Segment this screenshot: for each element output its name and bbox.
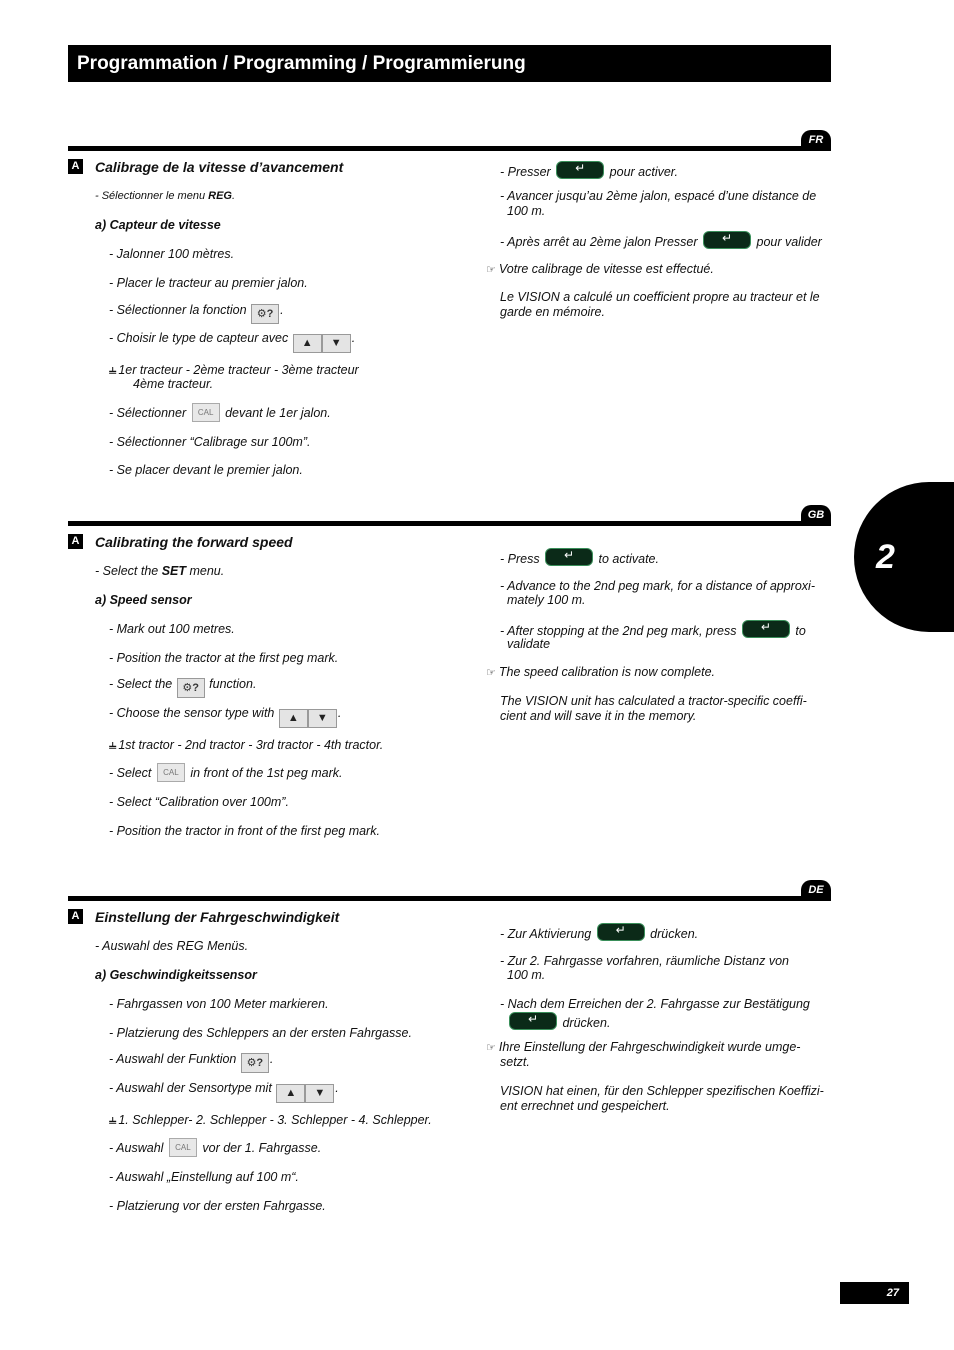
- up-down-arrows-icon: ▲ ▼: [279, 709, 337, 728]
- gb-right-3: - After stopping at the 2nd peg mark, press ↵ to: [500, 620, 806, 639]
- de-right-3: - Nach dem Erreichen der 2. Fahrgasse zur Bestätigung: [500, 997, 810, 1011]
- gb-line-select-menu: - Select the SET menu.: [95, 564, 225, 578]
- de-line-7: - Auswahl CAL vor der 1. Fahrgasse.: [109, 1138, 321, 1157]
- page-title: Programmation / Programming / Programmierung: [68, 45, 831, 82]
- de-line-2: - Fahrgassen von 100 Meter markieren.: [109, 997, 329, 1011]
- up-down-arrows-icon: ▲ ▼: [293, 334, 351, 353]
- fr-line-9: - Se placer devant le premier jalon.: [109, 463, 303, 477]
- de-right-3b: ↵ drücken.: [507, 1012, 610, 1031]
- cal-button-icon: CAL: [169, 1138, 197, 1157]
- gb-right-2: - Advance to the 2nd peg mark, for a distance of approxi-: [500, 579, 815, 593]
- gear-question-icon: ⚙?: [241, 1053, 269, 1073]
- de-line-1: - Auswahl des REG Menüs.: [95, 939, 249, 953]
- section-letter-gb: A: [68, 534, 83, 549]
- section-rule-de: [68, 896, 831, 901]
- gb-right-2b: mately 100 m.: [507, 593, 586, 607]
- language-tab-fr: FR: [801, 130, 831, 150]
- chapter-number: 2: [876, 538, 895, 576]
- section-letter-de: A: [68, 909, 83, 924]
- enter-button-icon: [742, 620, 790, 638]
- gb-line-8: - Select “Calibration over 100m”.: [109, 795, 289, 809]
- enter-button-icon: [703, 231, 751, 249]
- gb-line-5: - Choose the sensor type with ▲ ▼ .: [109, 706, 341, 728]
- chapter-tab: [854, 482, 954, 632]
- section-rule-fr: [68, 146, 831, 151]
- gb-line-4: - Select the ⚙? function.: [109, 677, 256, 698]
- gb-line-7: - Select CAL in front of the 1st peg mark.: [109, 763, 343, 782]
- fr-subheading: a) Capteur de vitesse: [95, 218, 221, 232]
- de-right-2: - Zur 2. Fahrgasse vorfahren, räumliche Distanz von: [500, 954, 790, 968]
- section-rule-gb: [68, 521, 831, 526]
- fr-line-3: - Placer le tracteur au premier jalon.: [109, 276, 308, 290]
- gb-line-3: - Position the tractor at the first peg mark.: [109, 651, 339, 665]
- fr-line-7: - Sélectionner CAL devant le 1er jalon.: [109, 403, 331, 422]
- gb-right-1: - Press ↵ to activate.: [500, 548, 659, 567]
- de-line-6: ⫨ 1. Schlepper- 2. Schlepper - 3. Schlepper - 4. Schlepper.: [109, 1112, 432, 1127]
- fr-line-6: ⫨ 1er tracteur - 2ème tracteur - 3ème tracteur: [109, 362, 359, 377]
- de-subheading: a) Geschwindigkeitssensor: [95, 968, 257, 982]
- fr-right-1: - Presser ↵ pour activer.: [500, 161, 678, 180]
- de-right-1: - Zur Aktivierung ↵ drücken.: [500, 923, 698, 942]
- de-line-9: - Platzierung vor der ersten Fahrgasse.: [109, 1199, 326, 1213]
- fr-line-6b: 4ème tracteur.: [133, 377, 214, 391]
- de-line-5: - Auswahl der Sensortype mit ▲ ▼ .: [109, 1081, 339, 1103]
- gear-question-icon: ⚙?: [251, 304, 279, 324]
- pointing-hand-icon: ☞: [486, 264, 499, 276]
- tractor-axles-icon: ⫨: [109, 1112, 117, 1127]
- de-right-4b: setzt.: [500, 1055, 530, 1069]
- gb-right-5: The VISION unit has calculated a tractor-specific coeffi- cient and will save it in the memory.: [500, 694, 807, 723]
- enter-button-icon: [545, 548, 593, 566]
- section-title-de: Einstellung der Fahrgeschwindigkeit: [95, 909, 340, 925]
- enter-button-icon: [597, 923, 645, 941]
- gb-line-6: ⫨ 1st tractor - 2nd tractor - 3rd tractor - 4th tractor.: [109, 737, 384, 752]
- de-right-2b: 100 m.: [507, 968, 546, 982]
- section-title-gb: Calibrating the forward speed: [95, 534, 293, 550]
- de-line-4: - Auswahl der Funktion ⚙? .: [109, 1052, 273, 1073]
- de-right-5: VISION hat einen, für den Schlepper spezifischen Koeffizi- ent errechnet und gespeichert.: [500, 1084, 824, 1113]
- pointing-hand-icon: ☞: [486, 667, 499, 679]
- language-tab-gb: GB: [801, 505, 831, 525]
- gb-subheading: a) Speed sensor: [95, 593, 192, 607]
- fr-line-5: - Choisir le type de capteur avec ▲ ▼ .: [109, 331, 355, 353]
- gb-line-9: - Position the tractor in front of the first peg mark.: [109, 824, 380, 838]
- pointing-hand-icon: ☞: [486, 1042, 499, 1054]
- fr-right-2: - Avancer jusqu’au 2ème jalon, espacé d’une distance de: [500, 189, 817, 203]
- cal-button-icon: CAL: [192, 403, 220, 422]
- section-letter-fr: A: [68, 159, 83, 174]
- language-tab-de: DE: [801, 880, 831, 900]
- fr-right-4: ☞ Votre calibrage de vitesse est effectué.: [486, 262, 714, 276]
- fr-line-2: - Jalonner 100 mètres.: [109, 247, 235, 261]
- up-down-arrows-icon: ▲ ▼: [276, 1084, 334, 1103]
- section-title-fr: Calibrage de la vitesse d’avancement: [95, 159, 344, 175]
- enter-button-icon: [556, 161, 604, 179]
- de-line-3: - Platzierung des Schleppers an der ersten Fahrgasse.: [109, 1026, 412, 1040]
- gb-line-2: - Mark out 100 metres.: [109, 622, 235, 636]
- fr-line-select-menu: - Sélectionner le menu REG.: [95, 190, 236, 202]
- tractor-axles-icon: ⫨: [109, 737, 117, 752]
- fr-line-4: - Sélectionner la fonction ⚙? .: [109, 303, 284, 324]
- fr-right-2b: 100 m.: [507, 204, 546, 218]
- fr-right-3: - Après arrêt au 2ème jalon Presser ↵ pour valider: [500, 231, 822, 250]
- gb-right-3c: validate: [507, 637, 551, 651]
- page-number: 27: [840, 1282, 909, 1304]
- enter-button-icon: [509, 1012, 557, 1030]
- tractor-axles-icon: ⫨: [109, 362, 117, 377]
- de-right-4: ☞ Ihre Einstellung der Fahrgeschwindigkeit wurde umge-: [486, 1040, 801, 1054]
- cal-button-icon: CAL: [157, 763, 185, 782]
- fr-right-5: Le VISION a calculé un coefficient propre au tracteur et le garde en mémoire.: [500, 290, 820, 319]
- fr-line-8: - Sélectionner “Calibrage sur 100m”.: [109, 435, 311, 449]
- gear-question-icon: ⚙?: [177, 678, 205, 698]
- gb-right-4: ☞ The speed calibration is now complete.: [486, 665, 716, 679]
- de-line-8: - Auswahl „Einstellung auf 100 m“.: [109, 1170, 299, 1184]
